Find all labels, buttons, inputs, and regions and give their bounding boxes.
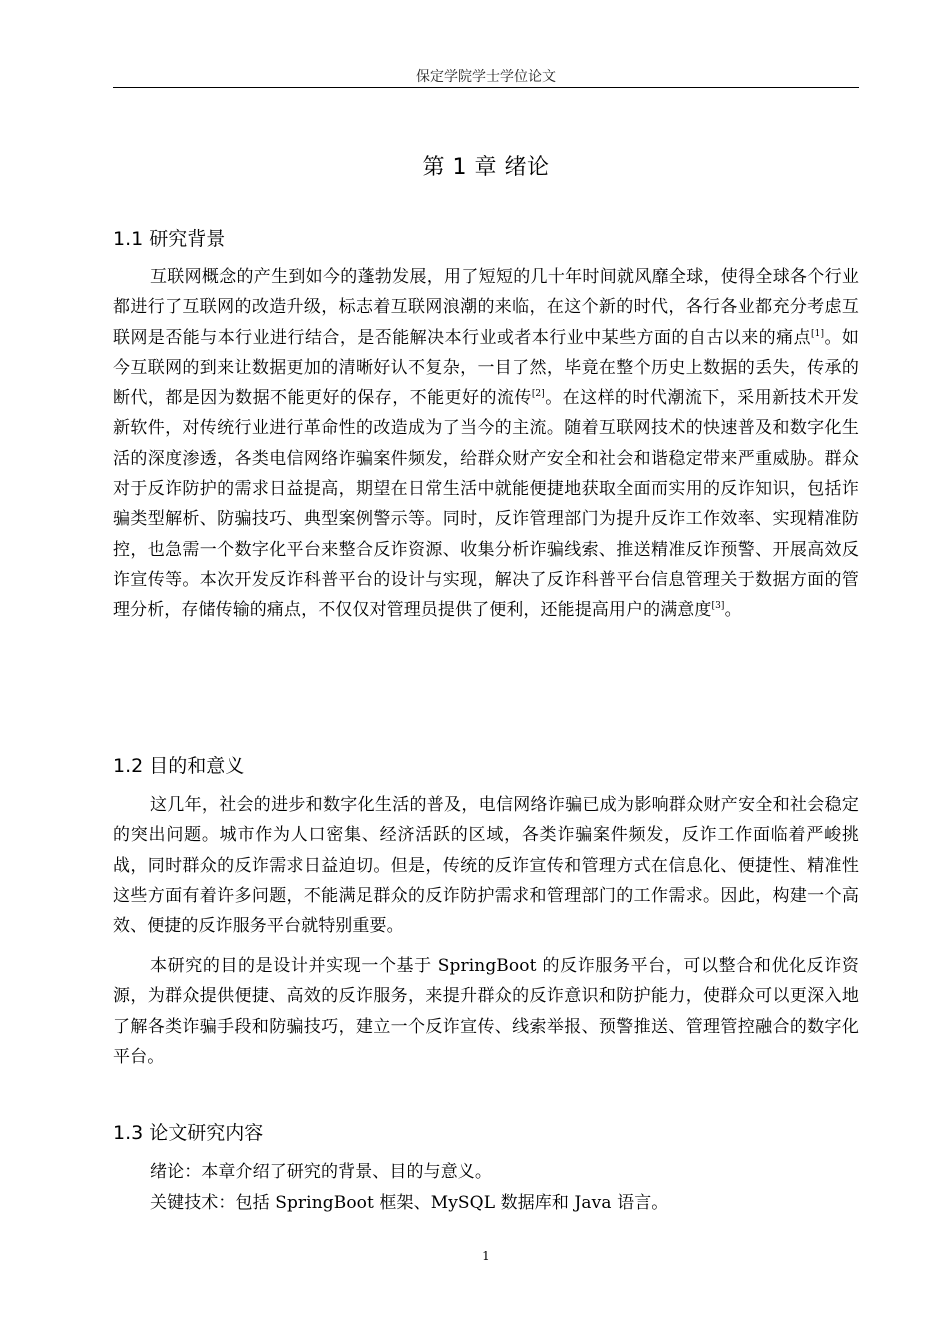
citation-3: [3] xyxy=(711,601,725,612)
citation-2: [2] xyxy=(531,389,545,400)
paragraph-tech-item: 关键技术：包括 SpringBoot 框架、MySQL 数据库和 Java 语言。 xyxy=(150,1193,669,1213)
header-rule xyxy=(113,87,859,88)
paragraph-text: 。 xyxy=(724,600,742,621)
section-heading-1-1: 1.1 研究背景 xyxy=(113,228,226,250)
section-heading-1-3: 1.3 论文研究内容 xyxy=(113,1122,264,1144)
section-heading-1-2: 1.2 目的和意义 xyxy=(113,755,245,777)
paragraph-text: 。如今互联网的到来让数据更加的清晰好认不复杂，一目了然，毕竟在整个历史上数据的丢失，传承的断代，都是因为数据不能更好的保存，不能更好的流传 xyxy=(113,327,859,409)
paragraph-significance: 本研究的目的是设计并实现一个基于 SpringBoot 的反诈服务平台，可以整合和优化反诈资源，为群众提供便捷、高效的反诈服务，来提升群众的反诈意识和防护能力，使群众可以更深入地了解各类诈骗手段和防骗技巧，建立一个反诈宣传、线索举报、预警推送、管理管控融合的数字化平台。 xyxy=(113,956,859,1067)
paragraph-intro-item: 绪论：本章介绍了研究的背景、目的与意义。 xyxy=(150,1162,492,1182)
citation-1: [1] xyxy=(811,328,825,339)
chapter-title: 第 1 章 绪论 xyxy=(422,155,550,180)
paragraph-background xyxy=(113,262,859,626)
paragraph-text: 互联网概念的产生到如今的蓬勃发展，用了短短的几十年时间就风靡全球，使得全球各个行业都进行了互联网的改造升级，标志着互联网浪潮的来临，在这个新的时代，各行各业都充分考虑互联网是否能与本行业进行结合，是否能解决本行业或者本行业中某些方面的自古以来的痛点 xyxy=(113,267,859,348)
paragraph-text: 。在这样的时代潮流下，采用新技术开发新软件，对传统行业进行革命性的改造成为了当今的主流。随着互联网技术的快速普及和数字化生活的深度渗透，各类电信网络诈骗案件频发，给群众财产安全和社会和谐稳定带来严重威胁。群众对于反诈防护的需求日益提高，期望在日常生活中就能便捷地获取全面而实用的反诈知识，包括诈骗类型解析、防骗技巧、典型案例警示等。同时，反诈管理部门为提升反诈工作效率、实现精准防控，也急需一个数字化平台来整合反诈资源、收集分析诈骗线索、推送精准反诈预警、开展高效反诈宣传等。本次开发反诈科普平台的设计与实现，解决了反诈科普平台信息管理关于数据方面的管理分析，存储传输的痛点，不仅仅对管理员提供了便利，还能提高用户的满意度 xyxy=(113,388,859,621)
running-header: 保定学院学士学位论文 xyxy=(416,69,556,85)
page-number: 1 xyxy=(482,1249,490,1263)
paragraph-purpose: 这几年，社会的进步和数字化生活的普及，电信网络诈骗已成为影响群众财产安全和社会稳定的突出问题。城市作为人口密集、经济活跃的区域，各类诈骗案件频发，反诈工作面临着严峻挑战，同时群众的反诈需求日益迫切。但是，传统的反诈宣传和管理方式在信息化、便捷性、精准性这些方面有着许多问题，不能满足群众的反诈防护需求和管理部门的工作需求。因此，构建一个高效、便捷的反诈服务平台就特别重要。 xyxy=(113,795,859,937)
